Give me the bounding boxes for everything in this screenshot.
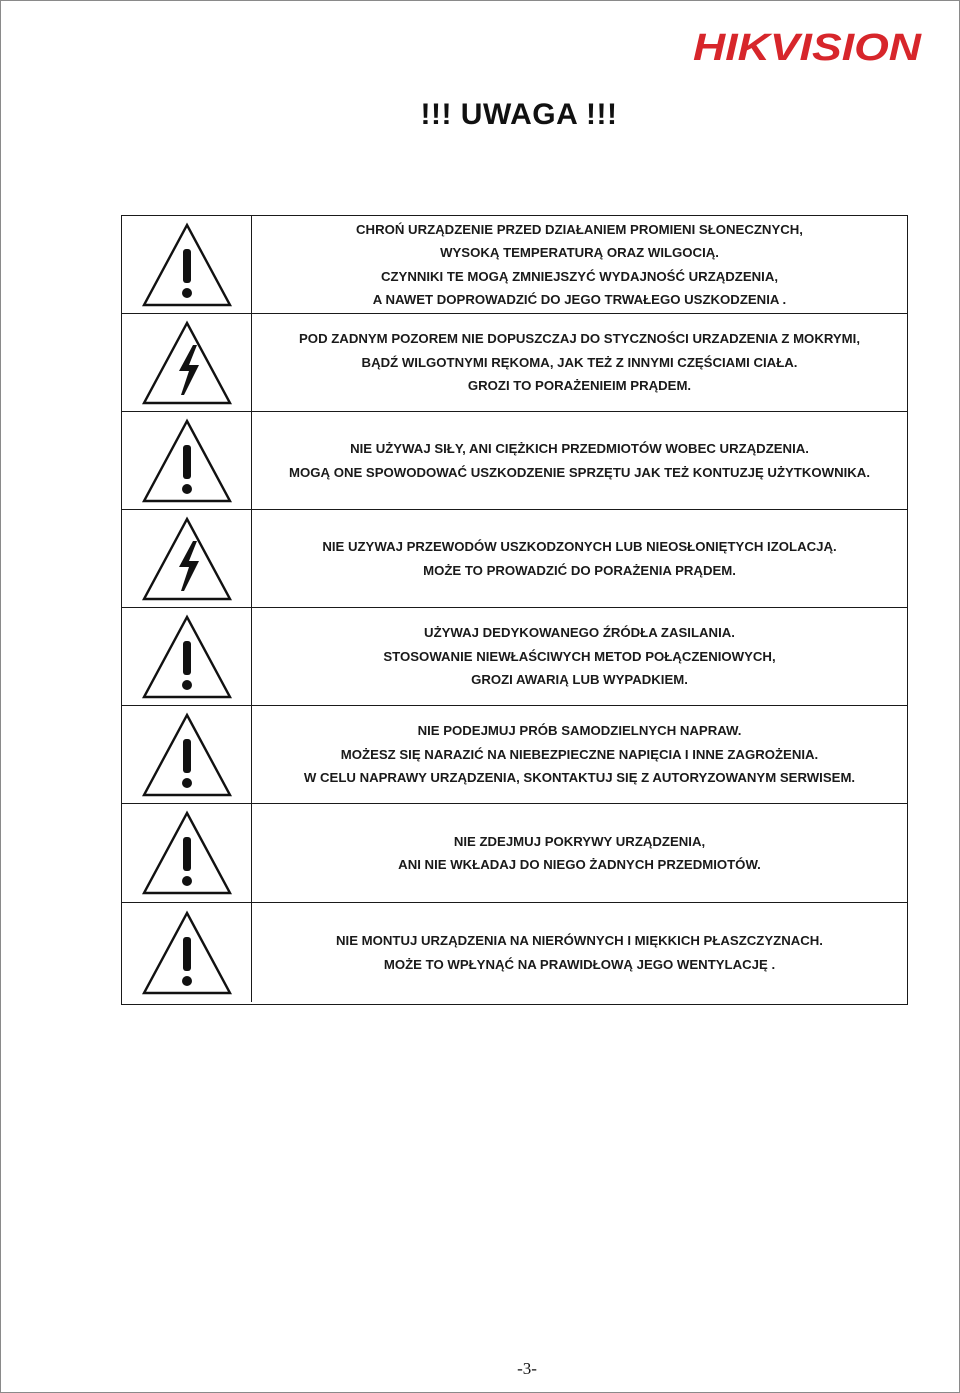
- warning-line: MOŻE TO PROWADZIĆ DO PORAŻENIA PRĄDEM.: [423, 562, 736, 578]
- page-title: !!! UWAGA !!!: [420, 98, 618, 131]
- warning-line: BĄDŹ WILGOTNYMI RĘKOMA, JAK TEŻ Z INNYMI CZĘŚCIAMI CIAŁA.: [361, 354, 798, 370]
- warning-text: [252, 903, 907, 1002]
- electric-shock-icon: [122, 314, 252, 411]
- warning-row: [122, 608, 907, 706]
- warning-row: [122, 412, 907, 510]
- warning-line: ANI NIE WKŁADAJ DO NIEGO ŻADNYCH PRZEDMIOTÓW.: [398, 857, 761, 872]
- warning-row: [122, 706, 907, 804]
- exclamation-warning-icon: [122, 412, 252, 509]
- warning-row: [122, 510, 907, 608]
- exclamation-warning-icon: [122, 216, 252, 313]
- warning-line: NIE ZDEJMUJ POKRYWY URZĄDZENIA,: [453, 833, 706, 849]
- warning-line: WYSOKĄ TEMPERATURĄ ORAZ WILGOCIĄ.: [440, 245, 719, 260]
- warning-line: MOŻE TO WPŁYNĄĆ NA PRAWIDŁOWĄ JEGO WENTYLACJĘ .: [383, 956, 776, 972]
- warning-table: [121, 215, 908, 1005]
- warning-text: [252, 412, 907, 509]
- warning-row: [122, 216, 907, 314]
- warning-line: STOSOWANIE NIEWŁAŚCIWYCH METOD POŁĄCZENIOWYCH,: [383, 648, 776, 664]
- warning-row: [122, 804, 907, 903]
- warning-line: UŻYWAJ DEDYKOWANEGO ŹRÓDŁA ZASILANIA.: [424, 625, 735, 641]
- warning-line: GROZI TO PORAŻENIEIM PRĄDEM.: [467, 378, 692, 394]
- warning-text: [252, 804, 907, 902]
- warning-line: W CELU NAPRAWY URZĄDZENIA, SKONTAKTUJ SIĘ Z AUTORYZOWANYM SERWISEM.: [303, 770, 856, 786]
- warning-line: NIE MONTUJ URZĄDZENIA NA NIERÓWNYCH I MIĘKKICH PŁASZCZYZNACH.: [336, 933, 823, 948]
- exclamation-warning-icon: [122, 608, 252, 705]
- warning-text: [252, 216, 907, 313]
- warning-row: [122, 903, 907, 1002]
- exclamation-warning-icon: [122, 706, 252, 803]
- warning-line: NIE UZYWAJ PRZEWODÓW USZKODZONYCH LUB NIEOSŁONIĘTYCH IZOLACJĄ.: [322, 539, 837, 554]
- warning-text: [252, 314, 907, 411]
- exclamation-warning-icon: [122, 804, 252, 902]
- warning-line: A NAWET DOPROWADZIĆ DO JEGO TRWAŁEGO USZKODZENIA .: [372, 292, 787, 307]
- warning-line: GROZI AWARIĄ LUB WYPADKIEM.: [471, 672, 688, 688]
- exclamation-warning-icon: [122, 903, 252, 1002]
- warning-line: MOGĄ ONE SPOWODOWAĆ USZKODZENIE SPRZĘTU JAK TEŻ KONTUZJĘ UŻYTKOWNIKA.: [289, 464, 870, 480]
- warning-text: [252, 706, 907, 803]
- warning-line: NIE UŻYWAJ SIŁY, ANI CIĘŻKICH PRZEDMIOTÓW WOBEC URZĄDZENIA.: [350, 441, 809, 456]
- hikvision-logo: [691, 27, 923, 67]
- warning-line: CZYNNIKI TE MOGĄ ZMNIEJSZYĆ WYDAJNOŚĆ URZĄDZENIA,: [380, 268, 779, 284]
- warning-line: NIE PODEJMUJ PRÓB SAMODZIELNYCH NAPRAW.: [417, 723, 742, 739]
- warning-row: [122, 314, 907, 412]
- logo-wordmark: HIKVISION: [693, 27, 923, 67]
- page-number: -3-: [517, 1359, 537, 1378]
- warning-text: [252, 510, 907, 607]
- warning-line: CHROŃ URZĄDZENIE PRZED DZIAŁANIEM PROMIENI SŁONECZNYCH,: [356, 221, 803, 237]
- warning-line: MOŻESZ SIĘ NARAZIĆ NA NIEBEZPIECZNE NAPIĘCIA I INNE ZAGROŻENIA.: [340, 746, 819, 762]
- electric-shock-icon: [122, 510, 252, 607]
- warning-text: [252, 608, 907, 705]
- warning-line: POD ZADNYM POZOREM NIE DOPUSZCZAJ DO STYCZNOŚCI URZADZENIA Z MOKRYMI,: [299, 331, 860, 347]
